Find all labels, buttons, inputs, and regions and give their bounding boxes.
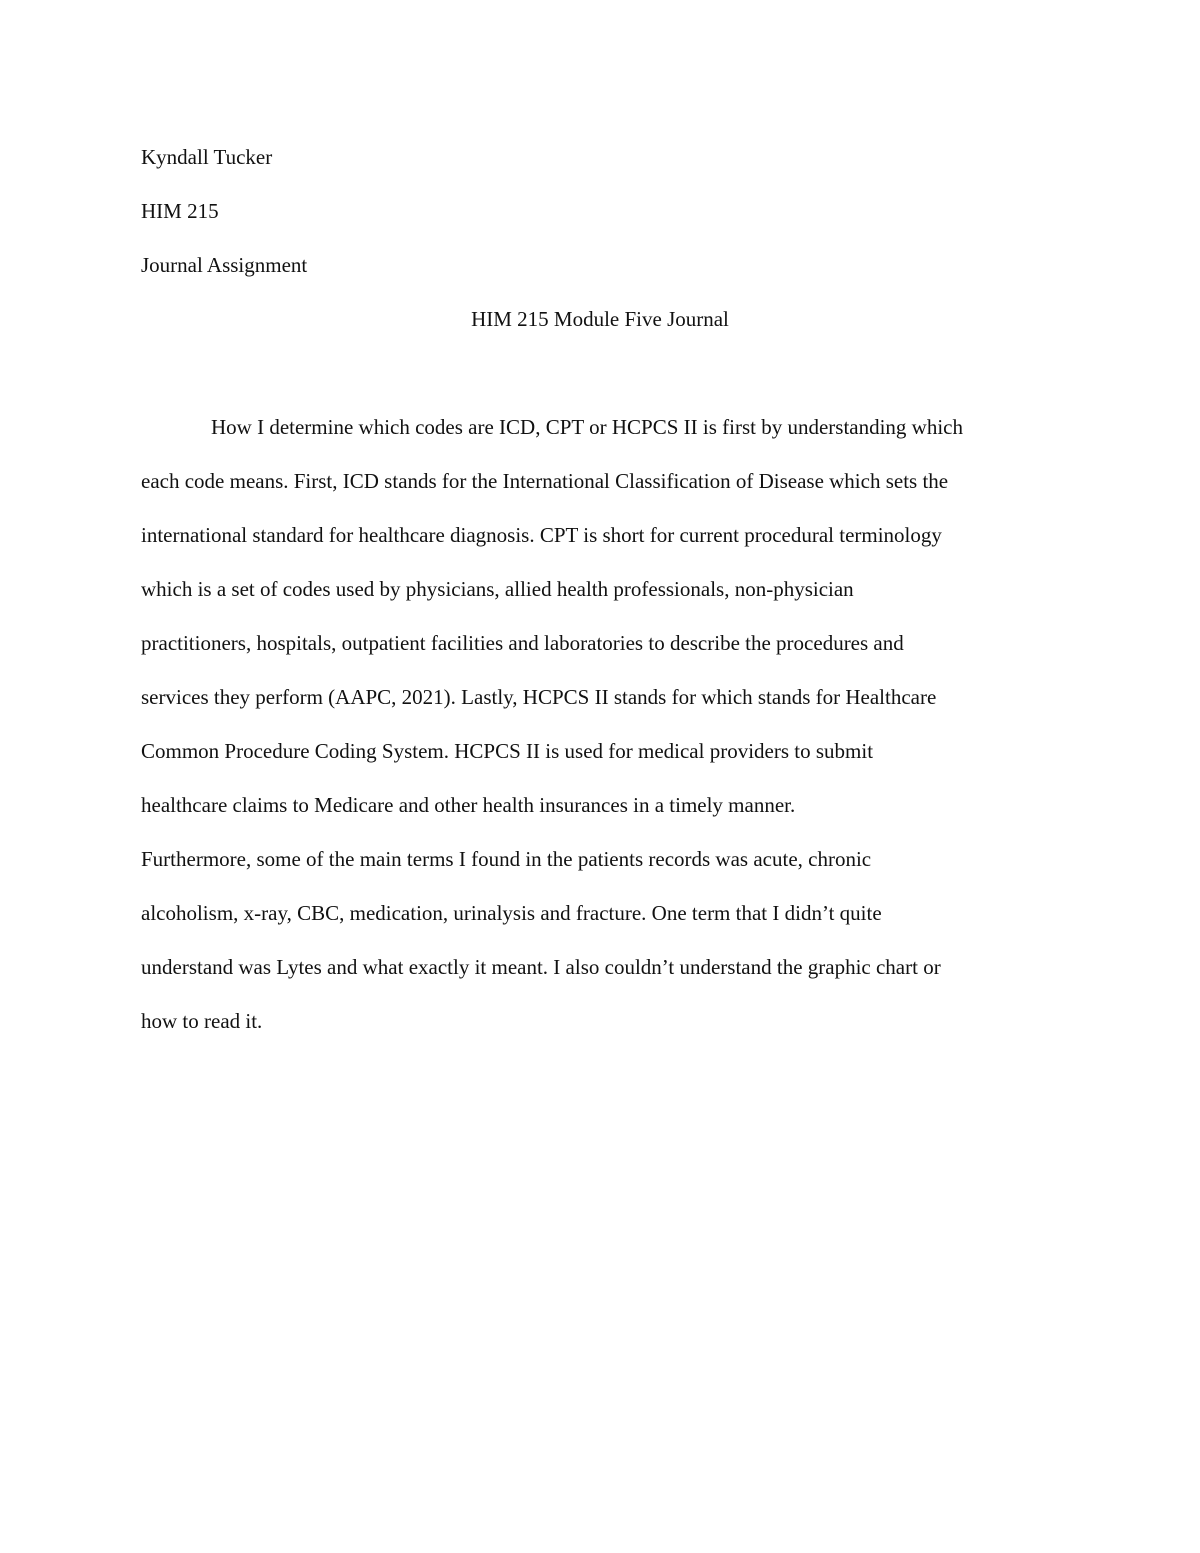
body-line: Common Procedure Coding System. HCPCS II is used for medical providers to submit xyxy=(141,739,874,763)
body-line: international standard for healthcare diagnosis. CPT is short for current procedural terminology xyxy=(141,523,942,547)
body-line: healthcare claims to Medicare and other health insurances in a timely manner. xyxy=(141,793,796,817)
document-title: HIM 215 Module Five Journal xyxy=(471,307,729,331)
body-line: which is a set of codes used by physicians, allied health professionals, non-physician xyxy=(141,577,854,601)
body-line: alcoholism, x-ray, CBC, medication, urinalysis and fracture. One term that I didn’t quite xyxy=(141,901,882,925)
body-line: How I determine which codes are ICD, CPT or HCPCS II is first by understanding which xyxy=(211,415,964,439)
body-line: services they perform (AAPC, 2021). Lastly, HCPCS II stands for which stands for Healthcare xyxy=(141,685,937,709)
course-code: HIM 215 xyxy=(141,199,219,223)
body-line: how to read it. xyxy=(141,1009,263,1033)
body-line: each code means. First, ICD stands for the International Classification of Disease which sets the xyxy=(141,469,949,493)
author-name: Kyndall Tucker xyxy=(141,145,273,169)
assignment-label: Journal Assignment xyxy=(141,253,308,277)
body-line: Furthermore, some of the main terms I found in the patients records was acute, chronic xyxy=(141,847,872,871)
body-line: understand was Lytes and what exactly it meant. I also couldn’t understand the graphic chart or xyxy=(141,955,941,979)
body-line: practitioners, hospitals, outpatient facilities and laboratories to describe the procedures and xyxy=(141,631,904,655)
